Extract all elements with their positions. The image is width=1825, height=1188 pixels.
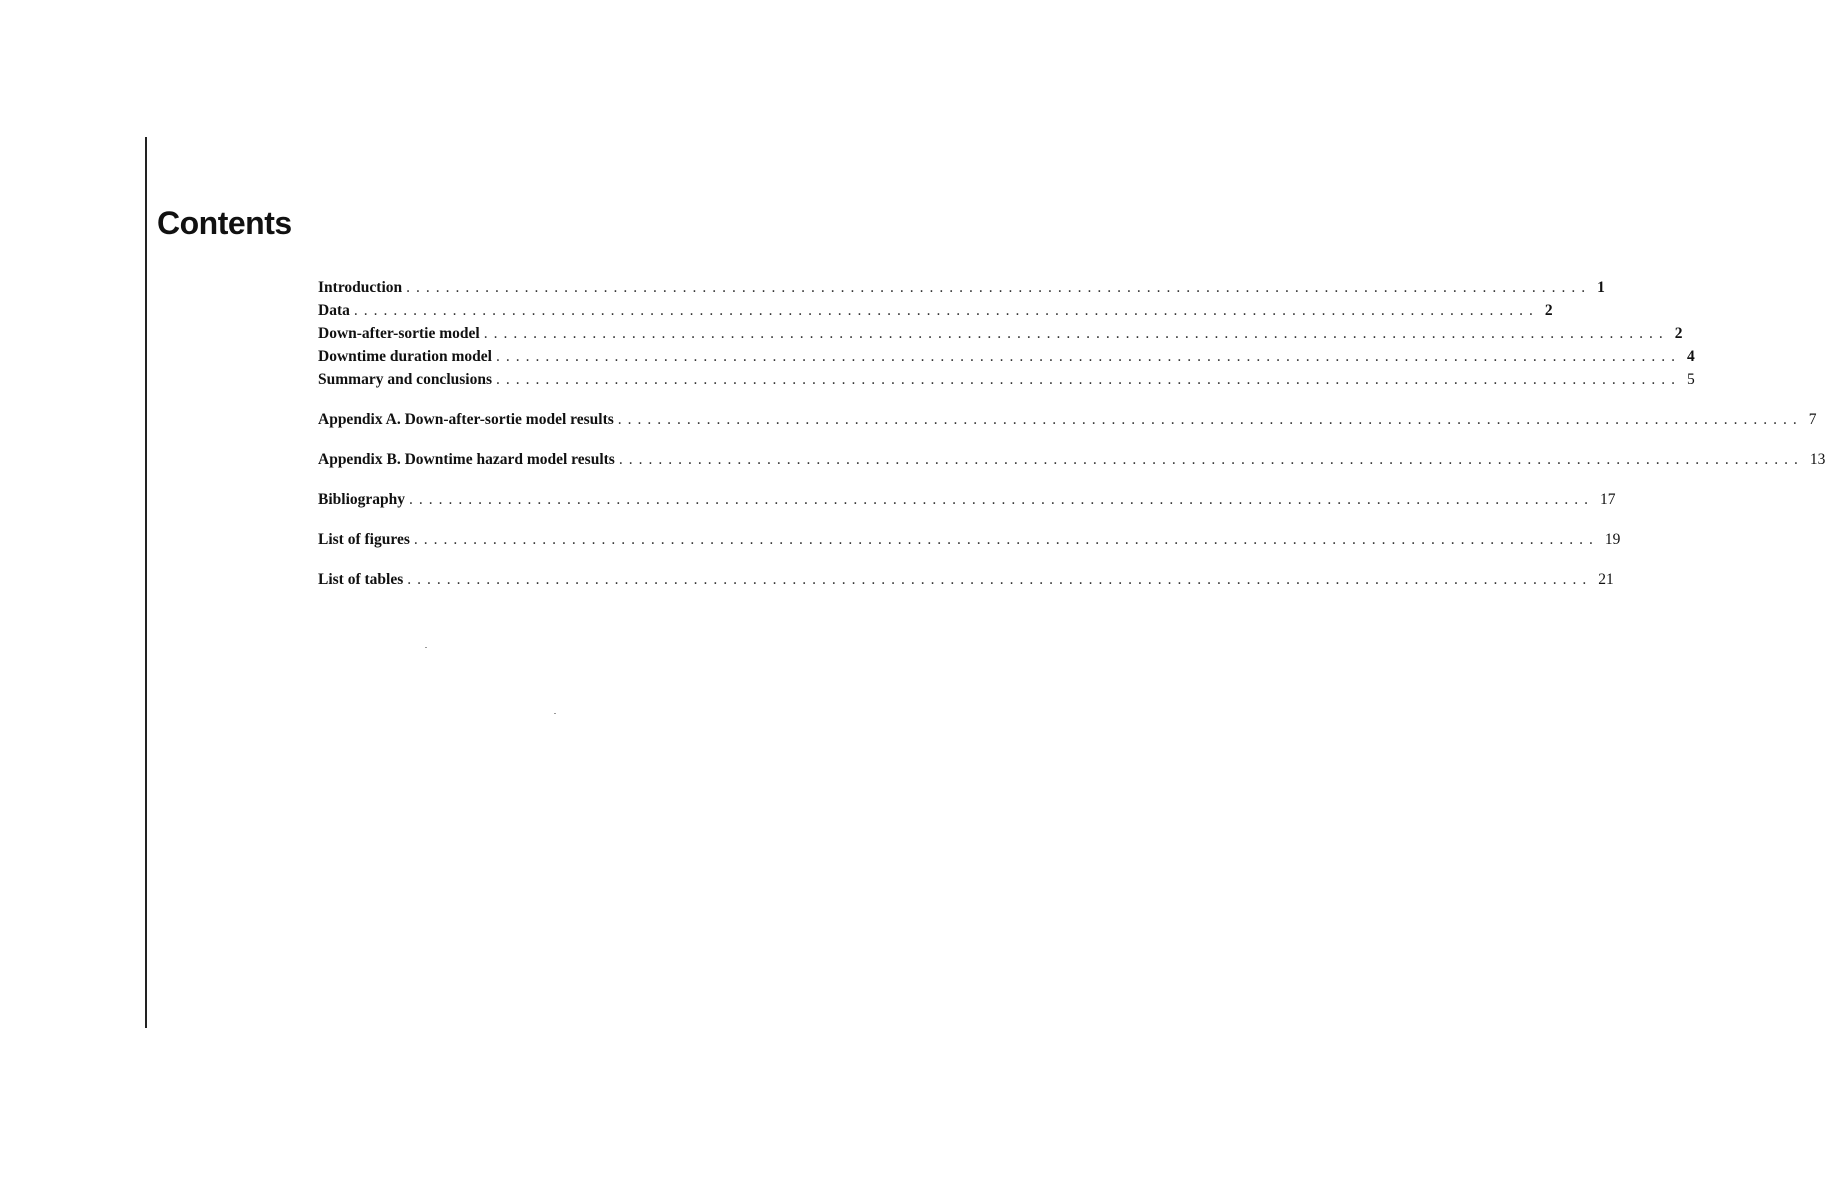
dot-leader: ........................................................................................................................ bbox=[406, 279, 1592, 296]
toc-entry-page: 5 bbox=[1686, 371, 1695, 388]
toc-entry-bibliography[interactable] bbox=[318, 488, 1616, 511]
toc-entry-label: Appendix A. Down-after-sortie model results bbox=[318, 411, 614, 428]
table-of-contents bbox=[318, 276, 1825, 608]
scan-speck bbox=[425, 647, 427, 648]
page-title: Contents bbox=[157, 205, 292, 241]
toc-entry-label: Appendix B. Downtime hazard model results bbox=[318, 451, 615, 468]
toc-entry-page: 7 bbox=[1808, 411, 1817, 428]
toc-entry-page: 1 bbox=[1597, 279, 1605, 296]
toc-group-list-of-figures bbox=[318, 528, 1621, 551]
dot-leader: ........................................................................................................................ bbox=[407, 571, 1593, 588]
dot-leader: ........................................................................................................................ bbox=[617, 411, 1803, 428]
toc-entry-label: List of figures bbox=[318, 531, 410, 548]
toc-entry-label: Bibliography bbox=[318, 491, 405, 508]
toc-group-appendix-b bbox=[318, 448, 1825, 471]
toc-entry-page: 13 bbox=[1809, 451, 1825, 468]
toc-entry-data[interactable] bbox=[318, 299, 1553, 322]
toc-entry-label: List of tables bbox=[318, 571, 404, 588]
toc-entry-appendix-b[interactable] bbox=[318, 448, 1825, 471]
toc-group-bibliography bbox=[318, 488, 1616, 511]
toc-group-appendix-a bbox=[318, 408, 1817, 431]
toc-entry-appendix-a[interactable] bbox=[318, 408, 1817, 431]
toc-group-main bbox=[318, 276, 1695, 391]
toc-entry-page: 2 bbox=[1674, 325, 1683, 342]
toc-entry-summary-and-conclusions[interactable] bbox=[318, 368, 1695, 391]
dot-leader: ........................................................................................................................ bbox=[495, 348, 1681, 365]
dot-leader: ........................................................................................................................ bbox=[483, 325, 1669, 342]
dot-leader: ........................................................................................................................ bbox=[409, 491, 1594, 508]
toc-entry-page: 2 bbox=[1544, 302, 1553, 319]
toc-entry-page: 19 bbox=[1604, 531, 1621, 548]
dot-leader: ........................................................................................................................ bbox=[618, 451, 1804, 468]
toc-entry-page: 4 bbox=[1686, 348, 1695, 365]
dot-leader: ........................................................................................................................ bbox=[495, 371, 1681, 388]
toc-entry-label: Down-after-sortie model bbox=[318, 325, 480, 342]
margin-rule bbox=[145, 137, 147, 1028]
toc-entry-page: 17 bbox=[1600, 491, 1616, 508]
toc-group-list-of-tables bbox=[318, 568, 1614, 591]
scan-speck bbox=[554, 713, 556, 714]
toc-entry-label: Data bbox=[318, 302, 350, 319]
toc-entry-introduction[interactable] bbox=[318, 276, 1605, 299]
dot-leader: ........................................................................................................................ bbox=[413, 531, 1599, 548]
toc-entry-list-of-figures[interactable] bbox=[318, 528, 1621, 551]
toc-entry-list-of-tables[interactable] bbox=[318, 568, 1614, 591]
toc-entry-label: Summary and conclusions bbox=[318, 371, 492, 388]
dot-leader: ........................................................................................................................ bbox=[353, 302, 1539, 319]
toc-entry-downtime-duration-model[interactable] bbox=[318, 345, 1695, 368]
toc-entry-label: Introduction bbox=[318, 279, 403, 296]
toc-entry-page: 21 bbox=[1598, 571, 1614, 588]
toc-entry-down-after-sortie-model[interactable] bbox=[318, 322, 1683, 345]
toc-entry-label: Downtime duration model bbox=[318, 348, 492, 365]
